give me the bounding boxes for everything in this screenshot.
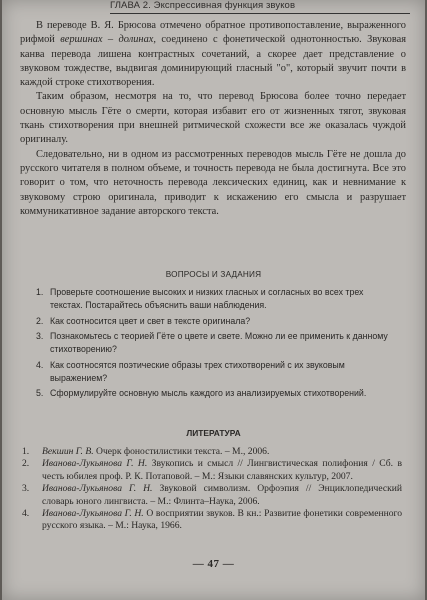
question-number: 5. [36,388,44,398]
questions-title: ВОПРОСЫ И ЗАДАНИЯ [165,270,262,279]
question-number: 4. [36,359,44,370]
references-list [22,446,402,533]
questions-list [36,286,398,403]
paragraph-2: Таким образом, несмотря на то, что перевод Брюсова более точно передает основную мысль Гёте о смерти, которая избавит его от жизненных тягот, звуковая ткань стихотворения при внешней ритмической схожести все же оказалась чуждой оригиналу. [20,91,406,146]
question-number: 1. [36,287,44,297]
paragraph-1-italic: вершинах – долинах, [60,34,156,46]
book-page [2,0,425,600]
reference-author: Иванова-Лукьянова Г. Н. [42,458,148,470]
question-item [36,359,398,385]
reference-item [22,508,402,533]
main-text [20,19,406,219]
paragraph-1-start: В переводе В. Я. Брюсова отмечено обратное противопоставление, выраженного рифмой [20,20,406,46]
reference-text: Очерк фоностилистики текста. – М., 2006. [96,446,270,457]
question-item [36,315,398,328]
question-text: Проверьте соотношение высоких и низких гласных и согласных во всех трех текстах. Постарайтесь объяснить ваши наблюдения. [50,287,364,310]
reference-text: Звукопись и смысл // Лингвистическая полифония / Сб. в честь юбилея проф. Р. К. Потаповой. – М.: Языки славянских культур, 2007. [42,458,402,482]
reference-author: Иванова-Лукьянова Г. Н. [42,483,153,495]
reference-author: Иванова-Лукьянова Г. Н. [42,508,144,520]
reference-number: 3. [22,483,30,495]
reference-item [22,446,402,458]
page-number: — 47 — [192,558,235,570]
reference-number: 4. [22,508,30,520]
question-text: Познакомьтесь с теорией Гёте о цвете и свете. Можно ли ее применить к данному стихотворению? [50,331,388,354]
paragraph-3: Следовательно, ни в одном из рассмотренных переводов мысль Гёте не дошла до русского читателя в полном объеме, и точность перевода не была достигнута. Все это говорит о том, что неточность перевода лексических единиц, как и невнимание к звуковому строю оригинала, приводит к искажению его смысла и разрушает коммуникативное задание авторского текста. [20,148,406,217]
running-header: ГЛАВА 2. Экспрессивная функция звуков [110,0,410,14]
question-item [36,387,398,400]
paragraph-1 [20,19,406,90]
reference-number: 2. [22,458,30,470]
reference-item [22,458,402,483]
question-item [36,286,398,312]
reference-text: О восприятии звуков. В кн.: Развитие фонетики современного русского языка. – М.: Наука, 1966. [42,508,403,532]
reference-number: 1. [22,446,30,457]
question-text: Как соотносятся поэтические образы трех стихотворений с их звуковым выражением? [50,359,345,383]
question-number: 2. [36,315,44,326]
question-text: Сформулируйте основную мысль каждого из анализируемых стихотворений. [50,388,367,398]
question-number: 3. [36,331,44,341]
question-text: Как соотносится цвет и свет в тексте оригинала? [50,315,251,326]
literature-title: ЛИТЕРАТУРА [186,428,241,438]
reference-author: Векшин Г. В. [42,446,94,457]
question-item [36,330,398,356]
paragraph-1-rest: соединено с фонетической однотонностью. Звуковая канва перевода лишена контрастных сочетаний, а скорее дает представление о звуковом тождестве, выдвигая доминирующий гласный "о", который звучит почти в каждой строке стихотворения. [20,34,406,89]
reference-item [22,483,402,508]
reference-text: Звуковой символизм. Орфоэпия // Энциклопедический словарь юного лингвиста. – М.: Флинта–Наука, 2006. [42,483,403,507]
